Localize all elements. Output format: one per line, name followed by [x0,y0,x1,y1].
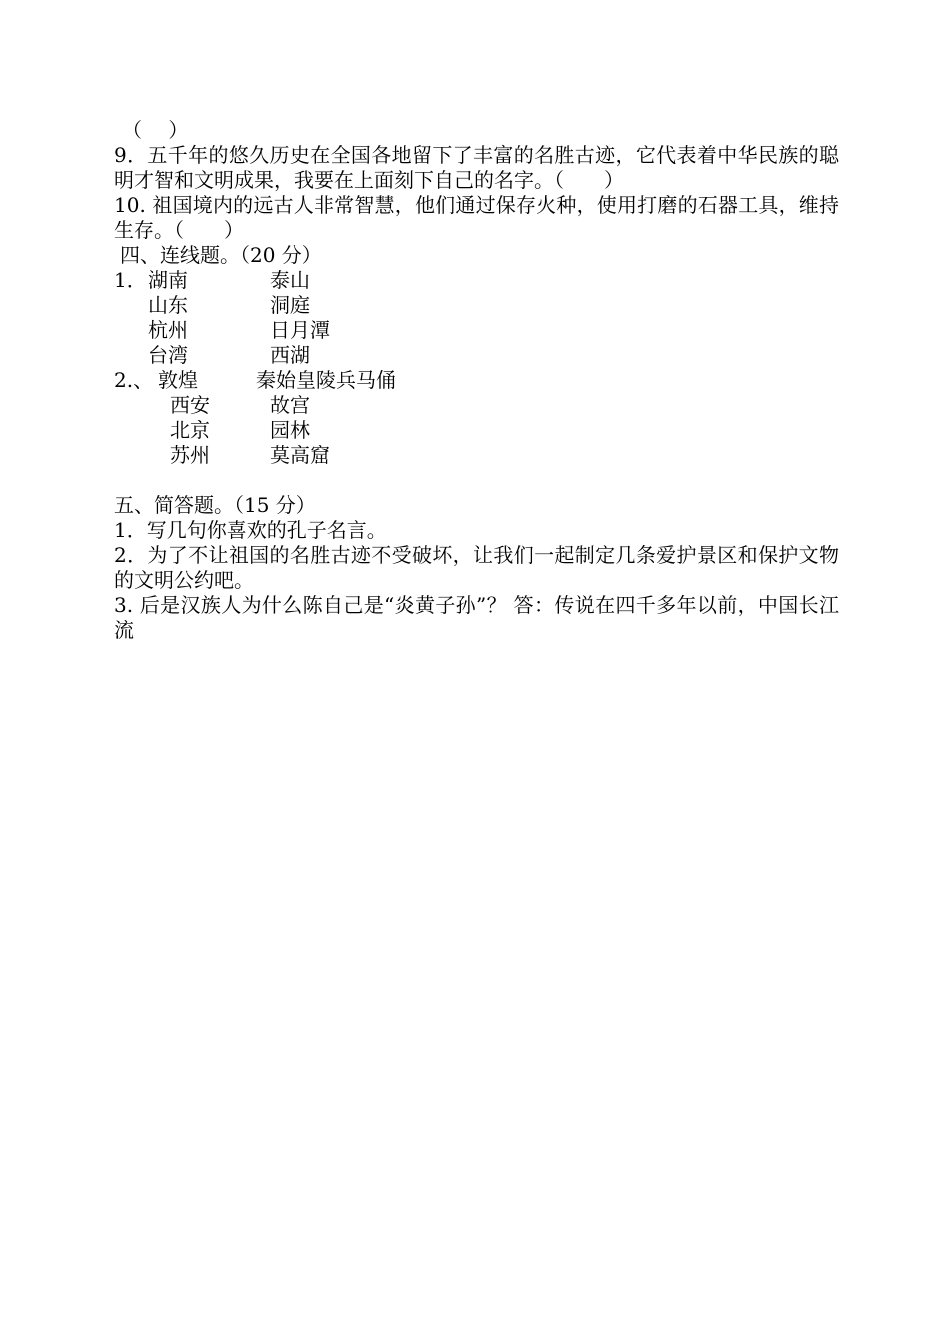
match1-right-3: 日月潭 [270,318,330,342]
match1-row-2 [114,293,839,318]
match2-left-4: 苏州 [170,443,210,467]
match1-right-4: 西湖 [270,343,310,367]
match2-left-3: 北京 [170,418,210,442]
short-answer-1: 1．写几句你喜欢的孔子名言。 [114,518,387,542]
question-9: 9．五千年的悠久历史在全国各地留下了丰富的名胜古迹，它代表着中华民族的聪明才智和文明成果，我要在上面刻下自己的名字。（ ） [114,143,839,192]
match1-row-4 [114,343,839,368]
match2-left-1: 敦煌 [158,368,198,392]
match1-row-1 [114,268,839,293]
match2-left-2: 西安 [170,393,210,417]
match2-row-3 [114,418,839,443]
section-4-title: 四、连线题。（20 分） [120,243,322,267]
match2-right-4: 莫高窟 [270,443,330,467]
match1-left-1: 湖南 [148,268,188,292]
match2-number: 2.、 [114,368,154,392]
short-answer-3: 3. 后是汉族人为什么陈自己是“炎黄子孙”？ 答：传说在四千多年以前，中国长江流 [114,593,839,642]
match2-right-3: 园林 [270,418,310,442]
match1-left-3: 杭州 [148,318,188,342]
match1-right-1: 泰山 [270,268,310,292]
match2-row-4 [114,443,839,468]
question-10: 10. 祖国境内的远古人非常智慧，他们通过保存火种，使用打磨的石器工具，维持生存。（ ） [114,193,839,242]
match1-right-2: 洞庭 [270,293,310,317]
match1-row-3 [114,318,839,343]
match1-left-2: 山东 [148,293,188,317]
match1-left-4: 台湾 [148,343,188,367]
document-page [114,118,839,643]
match2-row-2 [114,393,839,418]
section-5-title: 五、简答题。（15 分） [114,493,316,517]
answer-paren-q8: （ ） [122,118,189,142]
match1-number: 1． [114,268,147,292]
spacer [114,468,839,493]
short-answer-2: 2．为了不让祖国的名胜古迹不受破坏，让我们一起制定几条爱护景区和保护文物的文明公约吧。 [114,543,839,592]
match2-row-1 [114,368,839,393]
match2-right-1: 秦始皇陵兵马俑 [256,368,396,392]
match2-right-2: 故宫 [270,393,310,417]
